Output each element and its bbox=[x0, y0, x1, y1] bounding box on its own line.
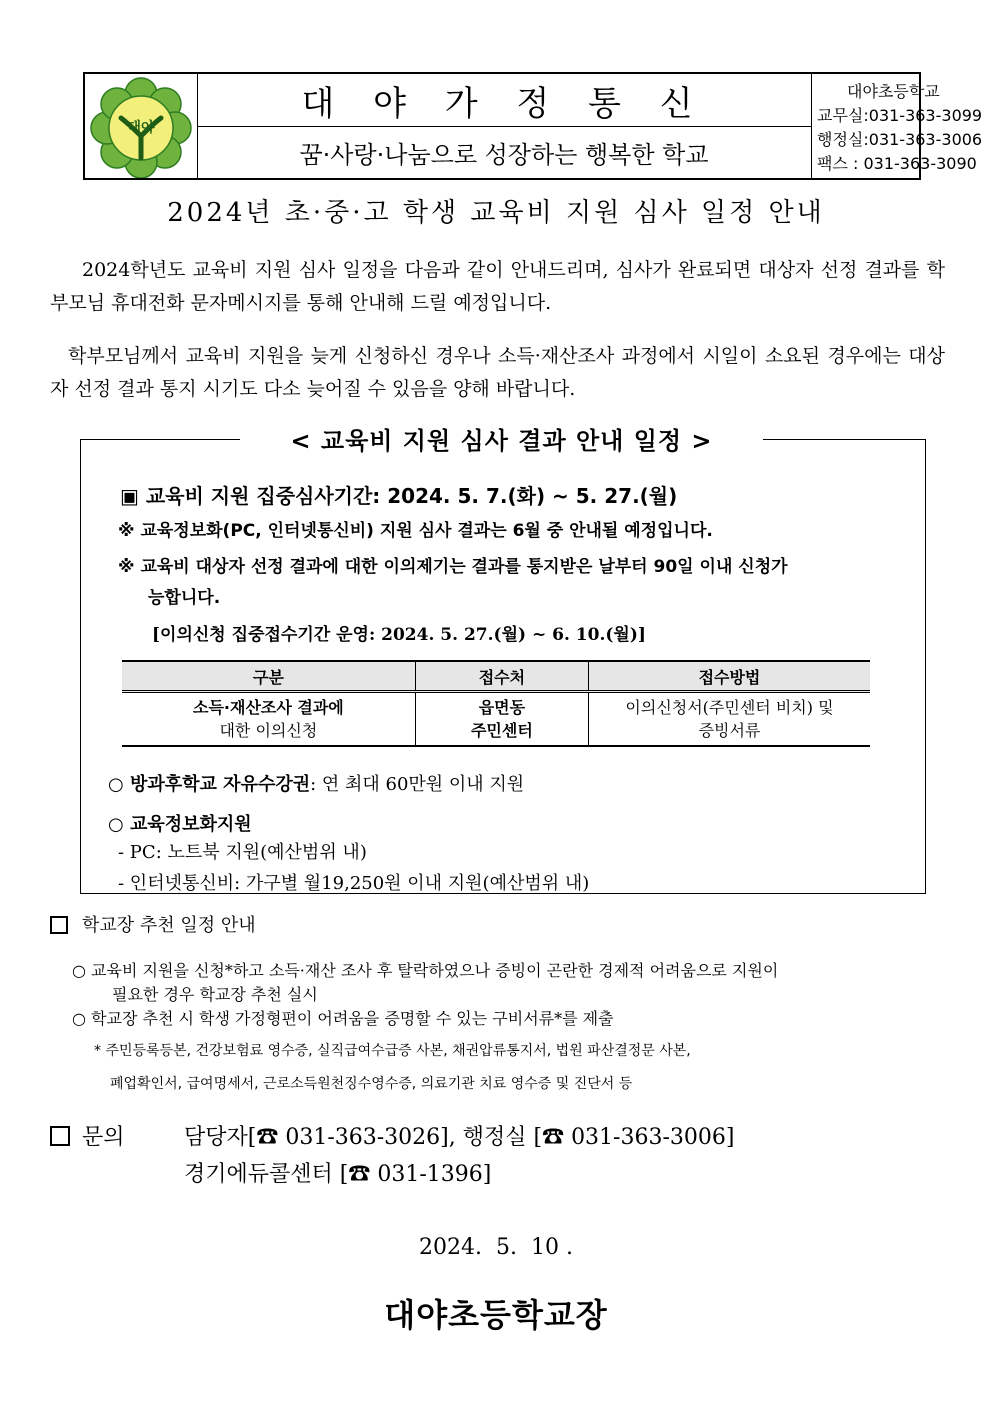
intro-paragraph-1: 2024학년도 교육비 지원 심사 일정을 다음과 같이 안내드리며, 심사가 완료되면 대상자 선정 결과를 학부모님 휴대전화 문자메시지를 통해 안내해 드릴 예정입니다. bbox=[50, 259, 945, 314]
contact-line: 팩스 : 031-363-3090 bbox=[817, 154, 977, 173]
objection-period: [이의신청 집중접수기간 운영: 2024. 5. 27.(월) ~ 6. 10.(월)] bbox=[152, 625, 646, 645]
table-row bbox=[122, 692, 870, 747]
recommend-title: 학교장 추천 일정 안내 bbox=[82, 915, 256, 936]
cell-line: 주민센터 bbox=[470, 721, 533, 740]
inquiry-line-2: 경기에듀콜센터 [☎ 031-1396] bbox=[184, 1162, 492, 1187]
school-logo bbox=[85, 74, 197, 178]
table-cell bbox=[415, 692, 588, 747]
checkbox-icon bbox=[50, 916, 68, 934]
cell-line: 대한 이의신청 bbox=[219, 721, 318, 740]
info-support-label: ○ 교육정보화지원 bbox=[108, 814, 252, 835]
cell-line: 이의신청서(주민센터 비치) 및 bbox=[625, 698, 834, 717]
contact-line: 행정실:031-363-3006 bbox=[817, 130, 983, 149]
contact-line: 교무실:031-363-3099 bbox=[817, 106, 983, 125]
cell-line: 증빙서류 bbox=[698, 721, 761, 740]
table-cell bbox=[588, 692, 870, 747]
inquiry-label: 문의 bbox=[82, 1125, 125, 1150]
afterschool-label: ○ 방과후학교 자유수강권 bbox=[108, 774, 311, 795]
logo-cell bbox=[85, 74, 198, 178]
school-name: 대야초등학교 bbox=[847, 82, 940, 101]
table-header-row bbox=[122, 661, 870, 692]
inquiry-heading bbox=[50, 1120, 125, 1151]
principal-signature: 대야초등학교장 bbox=[384, 1296, 608, 1334]
documents-footnote-2: 폐업확인서, 급여명세서, 근로소득원천징수영수증, 의료기관 치료 영수증 및 진단서 등 bbox=[110, 1076, 633, 1092]
afterschool-line bbox=[108, 770, 524, 796]
contact-info bbox=[811, 74, 983, 178]
notice-note-2-cont: 능합니다. bbox=[148, 588, 221, 608]
document-title: 2024년 초·중·고 학생 교육비 지원 심사 일정 안내 bbox=[167, 198, 825, 228]
table-header: 접수방법 bbox=[588, 661, 870, 692]
review-period: ▣ 교육비 지원 집중심사기간: 2024. 5. 7.(화) ~ 5. 27.(월) bbox=[120, 484, 678, 508]
table-header: 접수처 bbox=[415, 661, 588, 692]
notice-note-2: ※ 교육비 대상자 선정 결과에 대한 이의제기는 결과를 통지받은 날부터 90일 이내 신청가 bbox=[118, 557, 788, 577]
documents-footnote-1: * 주민등록등본, 건강보험료 영수증, 실직급여수급증 사본, 채권압류통지서, 법원 파산결정문 사본, bbox=[94, 1043, 691, 1059]
logo-text: 대야 bbox=[127, 120, 155, 136]
school-motto: 꿈·사랑·나눔으로 성장하는 행복한 학교 bbox=[197, 126, 812, 178]
recommend-item-1: ○ 교육비 지원을 신청*하고 소득·재산 조사 후 탈락하였으나 증빙이 곤란한 경제적 어려움으로 지원이 bbox=[72, 961, 779, 980]
table-header: 구분 bbox=[122, 661, 415, 692]
intro-paragraph-2: 학부모님께서 교육비 지원을 늦게 신청하신 경우나 소득·재산조사 과정에서 시일이 소요된 경우에는 대상자 선정 결과 통지 시기도 다소 늦어질 수 있음을 양해 바랍니다. bbox=[50, 345, 945, 400]
cell-line: 소득·재산조사 결과에 bbox=[193, 698, 344, 717]
notice-note-1: ※ 교육정보화(PC, 인터넷통신비) 지원 심사 결과는 6월 중 안내될 예정입니다. bbox=[118, 521, 713, 541]
recommend-heading bbox=[50, 911, 256, 937]
notice-title: < 교육비 지원 심사 결과 안내 일정 > bbox=[240, 421, 763, 461]
newsletter-title: 대 야 가 정 통 신 bbox=[197, 74, 812, 127]
cell-line: 읍면동 bbox=[478, 698, 526, 717]
issue-date: 2024. 5. 10 . bbox=[419, 1235, 573, 1260]
checkbox-icon bbox=[50, 1126, 70, 1146]
recommend-item-1-cont: 필요한 경우 학교장 추천 실시 bbox=[112, 985, 318, 1004]
receipt-table bbox=[122, 660, 870, 747]
recommend-item-2: ○ 학교장 추천 시 학생 가정형편이 어려움을 증명할 수 있는 구비서류*를 제출 bbox=[72, 1009, 614, 1028]
info-pc: - PC: 노트북 지원(예산범위 내) bbox=[118, 842, 367, 863]
info-net: - 인터넷통신비: 가구별 월19,250원 이내 지원(예산범위 내) bbox=[118, 873, 590, 894]
table-cell bbox=[122, 692, 415, 747]
afterschool-text: : 연 최대 60만원 이내 지원 bbox=[310, 774, 525, 795]
letterhead bbox=[83, 72, 983, 180]
inquiry-line-1: 담당자[☎ 031-363-3026], 행정실 [☎ 031-363-3006] bbox=[184, 1125, 735, 1150]
